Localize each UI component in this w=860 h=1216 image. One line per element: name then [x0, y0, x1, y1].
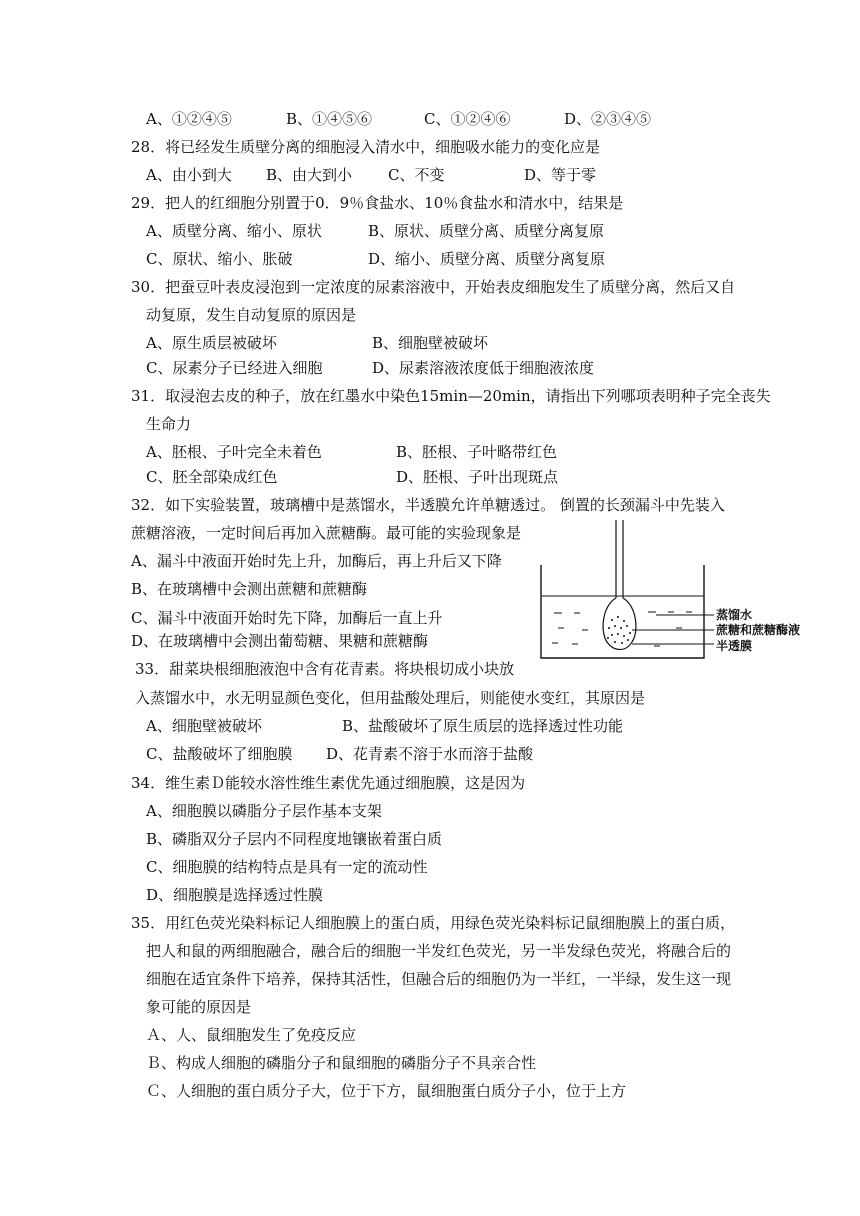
- q32-option-a: A、漏斗中液面开始时先上升，加酶后，再上升后又下降: [131, 552, 502, 570]
- q35-option-c: Ｃ、人细胞的蛋白质分子大，位于下方，鼠细胞蛋白质分子小，位于上方: [146, 1082, 627, 1100]
- q27-option-d: D、②③④⑤: [564, 110, 652, 128]
- q28-option-b: B、由大到小: [266, 166, 353, 184]
- q28-option-c: C、不变: [388, 166, 445, 184]
- q30-option-d: D、尿素溶液浓度低于细胞液浓度: [372, 359, 595, 377]
- q29-option-a: A、质壁分离、缩小、原状: [146, 222, 322, 240]
- q27-option-a: A、①②④⑤: [146, 110, 232, 128]
- q28-option-d: D、等于零: [524, 166, 597, 184]
- q29-option-d: D、缩小、质壁分离、质壁分离复原: [368, 250, 606, 268]
- q32-option-d: D、在玻璃槽中会测出葡萄糖、果糖和蔗糖酶: [131, 632, 429, 650]
- q33-option-d: D、花青素不溶于水而溶于盐酸: [326, 745, 534, 763]
- q34-option-a: A、细胞膜以磷脂分子层作基本支架: [146, 802, 382, 820]
- q34-option-d: D、细胞膜是选择透过性膜: [146, 886, 324, 904]
- q33-option-b: B、盐酸破坏了原生质层的选择透过性功能: [342, 717, 624, 735]
- q28-stem: 28．将已经发生质壁分离的细胞浸入清水中，细胞吸水能力的变化应是: [131, 138, 601, 156]
- q30-option-b: B、细胞壁被破坏: [372, 334, 489, 352]
- q29-option-c: C、原状、缩小、胀破: [146, 250, 293, 268]
- q31-option-a: A、胚根、子叶完全未着色: [146, 443, 322, 461]
- q34-option-c: C、细胞膜的结构特点是具有一定的流动性: [146, 858, 428, 876]
- q31-option-d: D、胚根、子叶出现斑点: [396, 468, 559, 486]
- q29-option-b: B、原状、质壁分离、质壁分离复原: [368, 222, 605, 240]
- q31-option-c: C、胚全部染成红色: [146, 468, 278, 486]
- q33-option-a: A、细胞壁被破坏: [146, 717, 262, 735]
- q30-option-c: C、尿素分子已经进入细胞: [146, 359, 323, 377]
- label-sucrose-enzyme-solution: 蔗糖和蔗糖酶液: [716, 623, 801, 637]
- q31-option-b: B、胚根、子叶略带红色: [396, 443, 558, 461]
- q31-stem-line2: 生命力: [146, 415, 192, 433]
- q33-stem-line2: 入蒸馏水中，水无明显颜色变化，但用盐酸处理后，则能使水变红，其原因是: [135, 689, 646, 707]
- q35-stem-line1: 35．用红色荧光染料标记人细胞膜上的蛋白质，用绿色荧光染料标记鼠细胞膜上的蛋白质，: [131, 914, 736, 932]
- q27-option-c: C、①②④⑥: [424, 110, 511, 128]
- q35-option-b: Ｂ、构成人细胞的磷脂分子和鼠细胞的磷脂分子不具亲合性: [146, 1054, 537, 1072]
- q31-stem-line1: 31．取浸泡去皮的种子，放在红墨水中染色15min—20min，请指出下列哪项表明种子完全丧失: [131, 387, 771, 405]
- q35-stem-line3: 细胞在适宜条件下培养，保持其活性，但融合后的细胞仍为一半红，一半绿，发生这一现: [146, 970, 732, 988]
- q30-stem-line1: 30．把蚕豆叶表皮浸泡到一定浓度的尿素溶液中，开始表皮细胞发生了质壁分离，然后又自: [131, 278, 736, 296]
- q33-option-c: C、盐酸破坏了细胞膜: [146, 745, 293, 763]
- q30-stem-line2: 动复原，发生自动复原的原因是: [146, 306, 357, 324]
- q32-stem-line1: 32．如下实验装置，玻璃槽中是蒸馏水，半透膜允许单糖透过。 倒置的长颈漏斗中先装入: [131, 496, 725, 514]
- q34-option-b: B、磷脂双分子层内不同程度地镶嵌着蛋白质: [146, 830, 443, 848]
- label-distilled-water: 蒸馏水: [716, 608, 753, 622]
- label-semipermeable-membrane: 半透膜: [716, 639, 753, 653]
- q30-option-a: A、原生质层被破坏: [146, 334, 277, 352]
- q32-option-b: B、在玻璃槽中会测出蔗糖和蔗糖酶: [131, 580, 368, 598]
- osmosis-apparatus-figure: [536, 520, 826, 670]
- q29-stem: 29．把人的红细胞分别置于0．9％食盐水、10％食盐水和清水中，结果是: [131, 194, 624, 212]
- q32-stem-line2: 蔗糖溶液，一定时间后再加入蔗糖酶。最可能的实验现象是: [131, 524, 522, 542]
- osmosis-apparatus-drawing: [536, 520, 826, 670]
- q28-option-a: A、由小到大: [146, 166, 232, 184]
- q27-option-b: B、①④⑤⑥: [286, 110, 373, 128]
- q34-stem: 34．维生素Ｄ能较水溶性维生素优先通过细胞膜，这是因为: [131, 774, 526, 792]
- q35-stem-line2: 把人和鼠的两细胞融合，融合后的细胞一半发红色荧光，另一半发绿色荧光，将融合后的: [146, 942, 732, 960]
- q35-option-a: Ａ、人、鼠细胞发生了免疫反应: [146, 1026, 357, 1044]
- q32-option-c: C、漏斗中液面开始时先下降，加酶后一直上升: [131, 609, 443, 627]
- q33-stem-line1: 33．甜菜块根细胞液泡中含有花青素。将块根切成小块放: [135, 660, 515, 678]
- q35-stem-line4: 象可能的原因是: [146, 998, 252, 1016]
